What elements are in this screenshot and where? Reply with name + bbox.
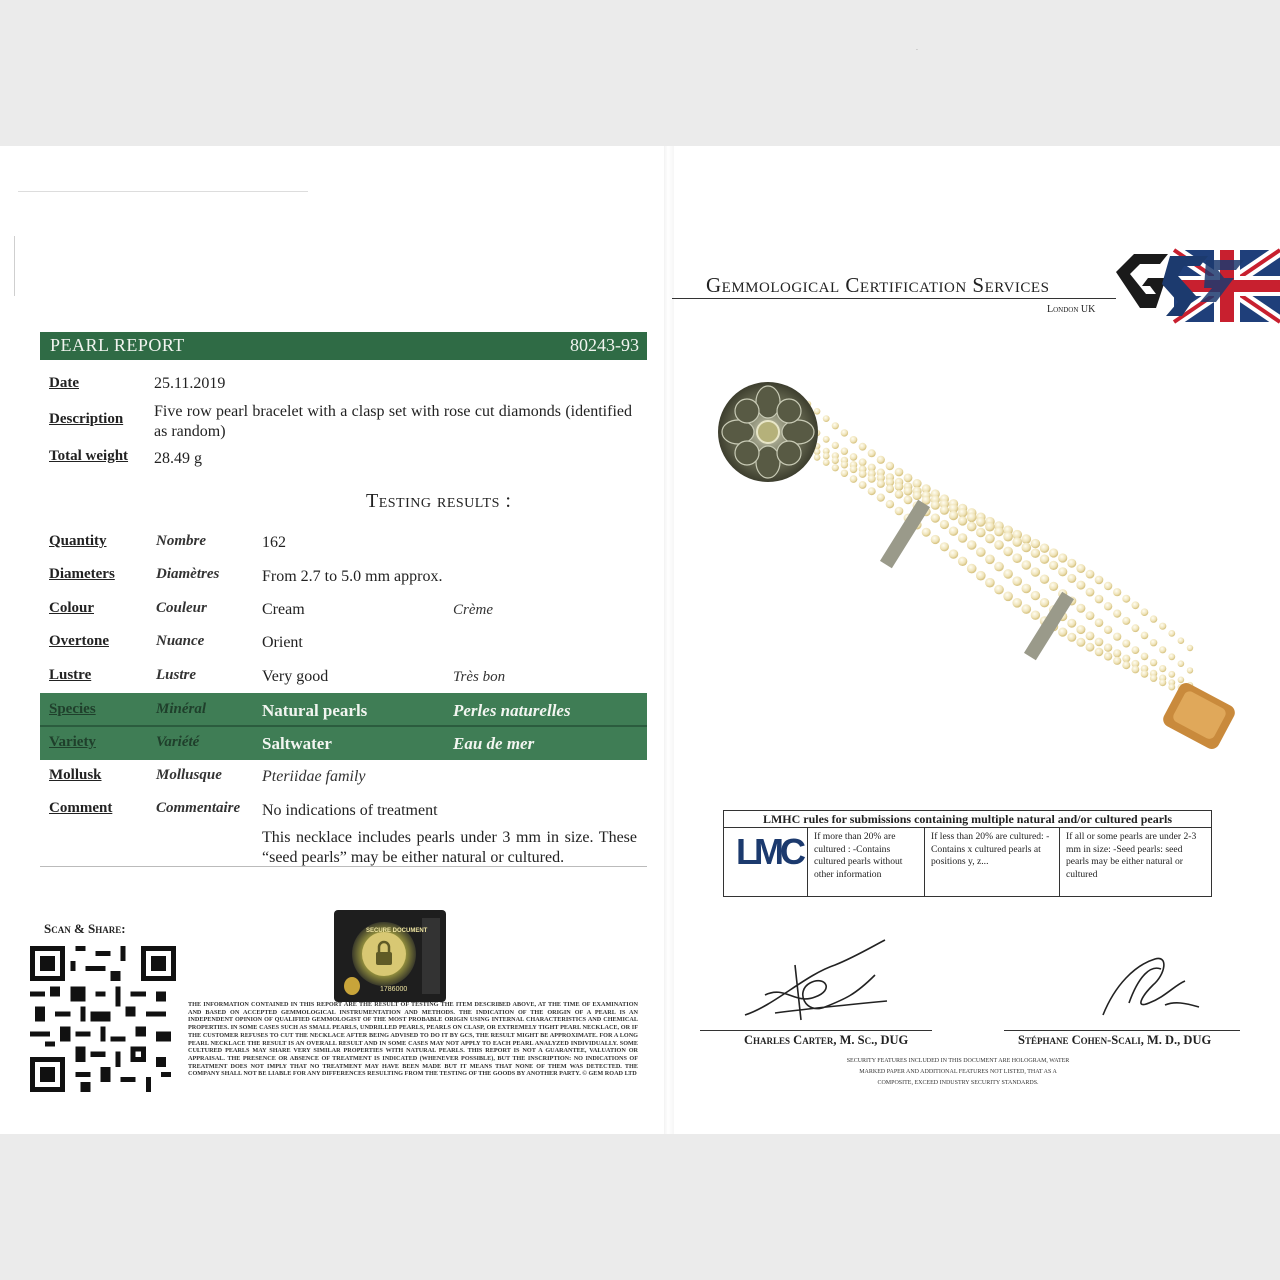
pearl [1031,549,1040,558]
divider [18,191,308,192]
signatory-name: Charles Carter, M. Sc., DUG [744,1033,909,1047]
pearl [832,464,839,471]
pearl [949,549,958,558]
lmhc-logo-cell [724,828,806,896]
pearl [1040,544,1049,553]
divider [672,298,1116,299]
pearl [1086,570,1095,579]
pearl [1150,615,1157,622]
pearl [904,496,913,505]
pearl [1178,660,1185,667]
row-value: 162 [262,534,286,551]
pearl [1187,667,1193,673]
hologram-text: SECURE DOCUMENT [366,928,428,934]
pearl [895,490,904,499]
lmhc-rule-cell: If all or some pearls are under 2-3 mm in size: -Seed pearls: seed pearls may be either natural or cultured [1059,828,1209,896]
pearl [1095,618,1104,627]
pearl [1040,598,1049,607]
row-value: Saltwater [262,734,332,753]
report-header-bar [40,332,647,360]
pearl [904,474,913,483]
pearl [1012,598,1022,608]
row-value: No indications of treatment [262,802,438,819]
pearl [841,448,848,455]
pearl [1067,574,1076,583]
signature-carter [735,935,895,1027]
pearl [1113,633,1121,641]
lmhc-logo-mark: LMC [736,831,802,872]
pearl [1132,666,1140,674]
row-fr-label: Mollusque [156,767,222,783]
page-fold [664,146,674,1134]
pearl [1095,638,1104,647]
pearl [1132,601,1140,609]
row-fr-value: Perles naturelles [453,701,571,720]
lmhc-rule-cell: If more than 20% are cultured : -Contains cultured pearls without other information [807,828,924,896]
pearl [1141,632,1149,640]
pearl [967,540,977,550]
pearl [967,522,977,532]
lab-name: Gemmological Certification Services [706,273,1050,297]
pearl [994,585,1004,595]
signatory-name: Stéphane Cohen-Scali, M. D., DUG [1018,1033,1212,1047]
pearl [1132,646,1140,654]
pearl [1086,632,1095,641]
pearl [1003,569,1013,579]
pearl [985,522,995,532]
weight-value: 28.49 g [154,450,202,467]
pearl [1141,653,1149,661]
pearl [1104,644,1112,652]
pearl [1150,675,1157,682]
pearl [940,542,949,551]
pearl [1095,595,1104,604]
pearl [832,442,839,449]
pearl [850,466,858,474]
pearl [1150,639,1157,646]
pearl [814,408,821,415]
pearl [1022,604,1032,614]
pearl [895,507,904,516]
pearl [958,516,967,525]
pearl [1104,652,1112,660]
pearl [1012,537,1022,547]
divider [40,866,647,867]
pearl [886,462,894,470]
pearl [1178,677,1185,684]
pearl [868,449,876,457]
pearl [1168,630,1175,637]
pearl [1067,559,1076,568]
signature-cohen-scali [1095,945,1205,1025]
pearl [823,415,830,422]
pearl [1150,659,1157,666]
signature-line [1004,1030,1240,1031]
pearl [832,422,839,429]
pearl [1086,588,1095,597]
row-fr-label: Nombre [156,533,206,549]
pearl [841,470,848,477]
pearl [850,475,858,483]
pearl [850,453,858,461]
pearl [949,511,958,520]
pearl [1168,653,1175,660]
pearl [1178,637,1185,644]
lmhc-rules-table [723,810,1212,897]
pearl [1095,648,1104,657]
description-label: Description [49,411,124,427]
pearl [1187,645,1193,651]
pearl [1159,665,1166,672]
row-value: From 2.7 to 5.0 mm approx. [262,568,443,585]
pearl [1058,553,1067,562]
pearl [931,535,940,544]
pearl [1104,626,1112,634]
pearl [1076,581,1085,590]
pearl [967,564,977,574]
pearl [904,487,913,496]
security-note: SECURITY FEATURES INCLUDED IN THIS DOCUMENT ARE HOLOGRAM, WATER MARKED PAPER AND ADDITIONAL FEATURES NOT LISTED, THAT AS A COMPOSITE, EXCEED INDUSTRY SECURITY STANDARDS. [846,1058,1070,1086]
pearl [1031,539,1040,548]
pearl [958,557,967,566]
row-value: Orient [262,634,303,651]
pearl [931,501,940,510]
pearl [1104,602,1112,610]
row-label: Mollusk [49,767,102,783]
pearl [1049,582,1058,591]
pearl [958,508,967,517]
pearl [931,514,940,523]
row-fr-label: Variété [156,734,200,750]
pearl [994,527,1004,537]
pearl [1058,567,1067,576]
pearl [877,456,885,464]
row-label: Quantity [49,533,107,549]
row-label: Lustre [49,667,92,683]
pearl [832,457,839,464]
pearl [994,540,1004,550]
lab-location: London UK [1047,304,1096,315]
pearl [859,458,867,466]
pearl [1058,628,1067,637]
row-fr-label: Commentaire [156,800,241,816]
pearl [877,494,885,502]
row-value: Very good [262,668,329,685]
date-label: Date [49,375,79,391]
pearl [859,481,867,489]
pearl [1003,532,1013,542]
row-fr-value: Crème [453,602,493,618]
pearl [1168,684,1175,691]
pearl [859,470,867,478]
pearl [868,487,876,495]
row-value: Cream [262,601,305,618]
pearl [1086,611,1095,620]
pearl [1040,555,1049,564]
pearl [985,555,995,565]
pearl [976,528,986,538]
testing-results-heading: Testing results : [366,490,512,512]
pearl [994,562,1004,572]
pearl [1168,671,1175,678]
pearl [1012,553,1022,563]
pearl [1086,643,1095,652]
pearl [922,528,931,537]
pearl [1095,576,1104,585]
pearl [859,443,867,451]
pearl [1049,561,1058,570]
pearl [1067,633,1076,642]
pearl [1104,582,1112,590]
pearl [1141,670,1149,678]
row-fr-label: Couleur [156,600,207,616]
pearl [1022,584,1032,594]
pearl [1113,649,1121,657]
pearl [814,454,821,461]
security-hologram [334,910,446,1002]
pearl [940,506,949,515]
row-value: Natural pearls [262,701,368,720]
divider [14,236,15,296]
pearl [985,578,995,588]
pearl [1067,619,1076,628]
pearl [976,571,986,581]
pearl [1113,588,1121,596]
pearl [1159,646,1166,653]
pearl [1076,604,1085,613]
pearl [886,500,894,508]
pearl [1031,567,1040,576]
pearl [841,429,848,436]
pearl [1076,625,1085,634]
pearl [877,480,885,488]
pearl [1031,591,1040,600]
lmhc-rule-cell: If less than 20% are cultured: -Contains x cultured pearls at positions y, z... [924,828,1059,896]
hologram-number: 1786000 [380,986,408,993]
row-label: Variety [49,734,96,750]
pearl [976,547,986,557]
pearl [850,436,858,444]
pearl [976,517,986,527]
pearl [967,513,977,523]
row-label: Colour [49,600,94,616]
pearl [1122,595,1130,603]
pearl [1040,575,1049,584]
pearl [823,436,830,443]
pearl [1022,534,1032,544]
pearl [1076,638,1085,647]
row-fr-label: Lustre [156,667,197,683]
row-label: Diameters [49,566,115,582]
weight-label: Total weight [49,448,129,464]
pearl [958,533,967,542]
pearl [895,468,904,477]
pearl [1012,576,1022,586]
pearl [1003,547,1013,557]
description-value: Five row pearl bracelet with a clasp set with rose cut diamonds (identified as random) [154,403,632,440]
pearl [1031,611,1040,620]
pearl [1122,617,1130,625]
divider [40,725,647,727]
pearl [1049,548,1058,557]
pearl [1159,679,1166,686]
pearl [1159,623,1166,630]
pearl [1122,661,1130,669]
report-title: PEARL REPORT [50,335,185,355]
lmhc-title: LMHC rules for submissions containing multiple natural and/or cultured pearls [724,811,1211,828]
signature-line [700,1030,932,1031]
pearl [868,475,876,483]
pearl [1113,610,1121,618]
date-value: 25.11.2019 [154,375,226,392]
row-label: Comment [49,800,113,816]
pearl [1113,657,1121,665]
pearl [940,520,949,529]
pearl [949,527,958,536]
pearl [823,459,830,466]
bracelet-photo [690,380,1270,800]
pearl [1132,624,1140,632]
row-fr-label: Diamètres [156,566,220,582]
pearl [1076,564,1085,573]
pearl [985,534,995,544]
row-fr-label: Nuance [156,633,205,649]
pearl [1022,560,1032,570]
pearl [1003,592,1013,602]
row-fr-value: Eau de mer [453,734,535,753]
pearl [1141,608,1149,616]
row-fr-value: Très bon [453,669,506,685]
pearl [1122,640,1130,648]
row-fr-label: Minéral [156,701,207,717]
pearl [895,482,904,491]
seed-pearl-note: This necklace includes pearls under 3 mm in size. These “seed pearls” may be either natural or cultured. [262,829,637,866]
disclaimer: THE INFORMATION CONTAINED IN THIS REPORT ARE THE RESULT OF TESTING THE ITEM DESCRIBED ABOVE, AT THE TIME OF EXAMINATION AND BASED ON ACCEPTED GEMMOLOGICAL INSTRUMENTATION AND METHODS. THE INDICATION OF THE ORIGIN OF A PEARL IS AN INDEPENDENT OPINION OF QUALIFIED GEMMOLOGIST OF THE MOST PROBABLE ORIGIN USING INTERNAL CHARACTERISTICS AND CHEMICAL PROPERTIES. IN SOME CASES SUCH AS SMALL PEARLS, UNDRILLED PEARLS, PEARLS ON CLASP, OR EXTREMELY TIGHT PEARL NECKLACE, OR IF THE CUSTOMER REFUSES TO CUT THE NECKLACE AFTER BEING ADVISED TO DO IT BY GCS, THE RESULT MIGHT BE APPROXIMATE. FOR A LONG PEARL NECKLACE THE RESULT IS AN OVERALL RESULT AND IN SOME CASES MAY NOT APPLY TO EACH PEARL ANALYZED INDIVIDUALLY. SOME CULTURED PEARLS MAY SHARE VERY SIMILAR PROPERTIES WITH NATURAL PEARLS. THIS REPORT IS NOT A GUARANTEE, VALUATION OR APPRAISAL. THE PRESENCE OR ABSENCE OF TREATMENT IS INDICATED (WHENEVER POSSIBLE), BUT THE INSCRIPTION: NO INDICATIONS OF TREATMENT DOES NOT IMPLY THAT NO TREATMENT MAY HAVE BEEN MADE BUT IT MEANS THAT NONE OF THEM WAS DETECTED. THE COMPANY SHALL NOT BE LIABLE FOR ANY DIFFERENCES RESULTING FROM THE TESTING OF THE GOODS BY ANOTHER PARTY. © GEM ROAD LTD [188,1001,638,1078]
pearl [886,485,894,493]
row-label: Overtone [49,633,109,649]
row-label: Species [49,701,96,717]
pearl [1022,543,1032,553]
scan-share-label: Scan & Share: [44,921,126,936]
pearl [841,461,848,468]
qr-code[interactable] [30,946,176,1092]
pearl [823,453,830,460]
row-value: Pteriidae family [262,768,366,785]
gcs-logo-text: GCS [916,50,918,51]
pearl [913,491,922,500]
report-number: 80243-93 [570,335,639,355]
